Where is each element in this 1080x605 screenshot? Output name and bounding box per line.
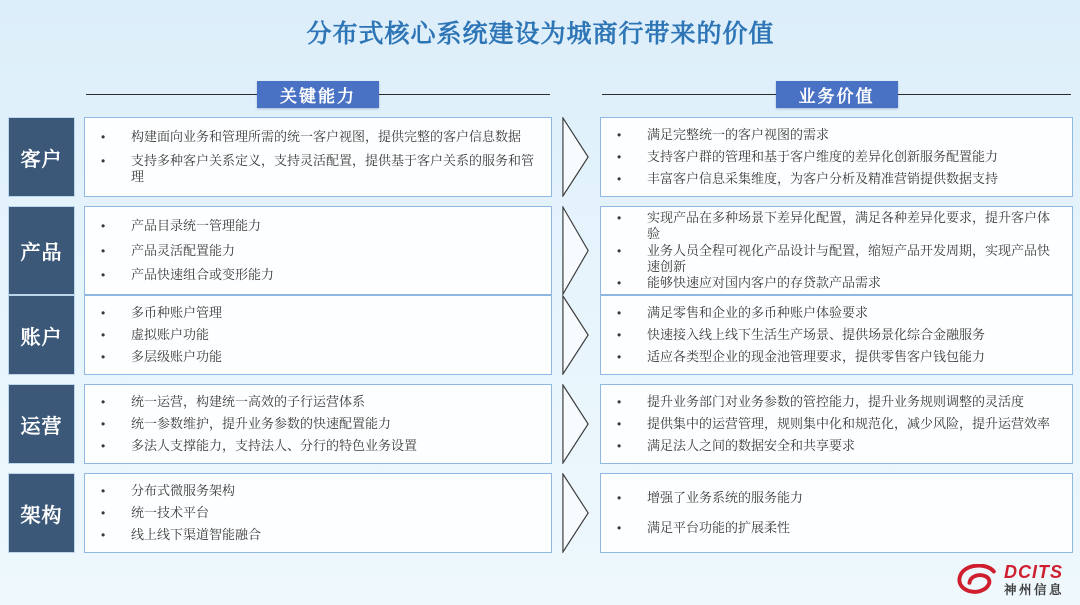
- capability-text: 多法人支撑能力，支持法人、分行的特色业务设置: [131, 437, 418, 453]
- bullet-icon: •: [617, 276, 622, 290]
- value-item: [617, 327, 1062, 343]
- bullet-icon: •: [101, 219, 106, 234]
- value-list: [601, 207, 1072, 294]
- bullet-icon: •: [617, 349, 622, 364]
- value-item: [617, 416, 1062, 432]
- rows-container: [8, 117, 1073, 553]
- value-box: [600, 384, 1073, 464]
- value-item: [617, 149, 1062, 165]
- value-row: [8, 295, 1073, 375]
- capability-item: [101, 267, 541, 283]
- capability-box: [84, 117, 552, 197]
- dcits-swirl-icon: [955, 564, 997, 594]
- value-box: [600, 206, 1073, 295]
- capability-item: [101, 153, 541, 186]
- value-row: [8, 473, 1073, 553]
- value-item: [617, 394, 1062, 410]
- value-box: [600, 295, 1073, 375]
- capability-item: [101, 438, 541, 454]
- value-item: [617, 243, 1062, 276]
- value-text: 满足完整统一的客户视图的需求: [647, 126, 830, 142]
- capability-text: 多币种账户管理: [131, 304, 223, 320]
- capability-text: 统一运营，构建统一高效的子行运营体系: [131, 393, 366, 409]
- right-column-header: [600, 81, 1073, 108]
- left-column-header: [84, 81, 552, 108]
- value-item: [617, 490, 1062, 506]
- capability-item: [101, 305, 541, 321]
- value-text: 满足零售和企业的多币种账户体验要求: [647, 304, 869, 320]
- value-list: [601, 385, 1072, 463]
- value-box: [600, 473, 1073, 553]
- category-label: 产品: [8, 206, 75, 295]
- value-item: [617, 520, 1062, 536]
- value-row: [8, 117, 1073, 197]
- capability-item: [101, 218, 541, 234]
- right-arrow-icon: [561, 117, 591, 197]
- value-row: [8, 384, 1073, 464]
- bullet-icon: •: [617, 394, 622, 409]
- dcits-logo: [955, 563, 1064, 597]
- value-text: 增强了业务系统的服务能力: [647, 490, 804, 506]
- capability-item: [101, 243, 541, 259]
- value-list: [601, 474, 1072, 552]
- capability-item: [101, 349, 541, 365]
- value-list: [601, 118, 1072, 196]
- value-text: 能够快速应对国内客户的存贷款产品需求: [647, 275, 882, 290]
- bullet-icon: •: [617, 211, 622, 225]
- bullet-icon: •: [101, 438, 106, 453]
- bullet-icon: •: [101, 483, 106, 498]
- bullet-icon: •: [617, 416, 622, 431]
- right-arrow-icon: [561, 473, 591, 553]
- logo-company-text: 神州信息: [1003, 582, 1064, 597]
- value-item: [617, 171, 1062, 187]
- value-text: 满足法人之间的数据安全和共享要求: [647, 437, 856, 453]
- category-label: 客户: [8, 117, 75, 197]
- value-item: [617, 275, 1062, 291]
- bullet-icon: •: [101, 153, 106, 168]
- value-item: [617, 127, 1062, 143]
- capability-text: 统一技术平台: [131, 504, 210, 520]
- category-label: 架构: [8, 473, 75, 553]
- capability-item: [101, 505, 541, 521]
- capability-text: 产品目录统一管理能力: [131, 218, 262, 234]
- logo-text: [1004, 563, 1064, 597]
- capability-item: [101, 483, 541, 499]
- right-arrow-icon: [561, 206, 591, 295]
- bullet-icon: •: [101, 243, 106, 258]
- value-text: 业务人员全程可视化产品设计与配置，缩短产品开发周期，实现产品快速创新: [647, 242, 1051, 274]
- header-spacer: [8, 81, 75, 108]
- category-label: 运营: [8, 384, 75, 464]
- capability-box: [84, 473, 552, 553]
- bullet-icon: •: [617, 171, 622, 186]
- value-text: 提供集中的运营管理，规则集中化和规范化，减少风险，提升运营效率: [647, 415, 1051, 431]
- bullet-icon: •: [101, 416, 106, 431]
- capability-item: [101, 527, 541, 543]
- right-header-badge: 业务价值: [776, 81, 898, 108]
- capability-text: 线上线下渠道智能融合: [131, 526, 262, 542]
- capability-text: 构建面向业务和管理所需的统一客户视图，提供完整的客户信息数据: [131, 128, 522, 144]
- capability-list: [85, 296, 551, 374]
- capability-text: 虚拟账户功能: [131, 326, 210, 342]
- value-text: 提升业务部门对业务参数的管控能力，提升业务规则调整的灵活度: [647, 393, 1025, 409]
- bullet-icon: •: [101, 349, 106, 364]
- bullet-icon: •: [617, 491, 622, 506]
- bullet-icon: •: [101, 505, 106, 520]
- capability-box: [84, 295, 552, 375]
- capability-list: [85, 474, 551, 552]
- left-header-badge: 关键能力: [257, 81, 379, 108]
- capability-text: 统一参数维护，提升业务参数的快速配置能力: [131, 415, 392, 431]
- capability-item: [101, 129, 541, 145]
- capability-item: [101, 416, 541, 432]
- bullet-icon: •: [101, 327, 106, 342]
- capability-list: [85, 385, 551, 463]
- capability-item: [101, 327, 541, 343]
- capability-text: 分布式微服务架构: [131, 482, 236, 498]
- value-text: 快速接入线上线下生活生产场景、提供场景化综合金融服务: [647, 326, 986, 342]
- value-list: [601, 296, 1072, 374]
- value-text: 满足平台功能的扩展柔性: [647, 519, 791, 535]
- capability-text: 多层级账户功能: [131, 348, 223, 364]
- value-item: [617, 349, 1062, 365]
- capability-list: [85, 118, 551, 196]
- value-box: [600, 117, 1073, 197]
- bullet-icon: •: [617, 438, 622, 453]
- right-arrow-icon: [561, 295, 591, 375]
- capability-box: [84, 206, 552, 295]
- value-item: [617, 210, 1062, 243]
- value-text: 实现产品在多种场景下差异化配置，满足各种差异化要求，提升客户体验: [647, 210, 1051, 242]
- bullet-icon: •: [617, 127, 622, 142]
- capability-item: [101, 394, 541, 410]
- capability-text: 产品灵活配置能力: [131, 242, 236, 258]
- right-arrow-icon: [561, 384, 591, 464]
- value-text: 丰富客户信息采集维度，为客户分析及精准营销提供数据支持: [647, 170, 999, 186]
- bullet-icon: •: [617, 305, 622, 320]
- category-label: 账户: [8, 295, 75, 375]
- bullet-icon: •: [617, 243, 622, 258]
- bullet-icon: •: [101, 394, 106, 409]
- page-title: 分布式核心系统建设为城商行带来的价值: [306, 20, 775, 48]
- value-text: 支持客户群的管理和基于客户维度的差异化创新服务配置能力: [647, 148, 999, 164]
- capability-text: 支持多种客户关系定义，支持灵活配置，提供基于客户关系的服务和管理: [131, 152, 535, 184]
- value-row: [8, 206, 1073, 290]
- bullet-icon: •: [617, 327, 622, 342]
- value-item: [617, 305, 1062, 321]
- value-text: 适应各类型企业的现金池管理要求，提供零售客户钱包能力: [647, 348, 986, 364]
- bullet-icon: •: [101, 527, 106, 542]
- column-headers: [8, 81, 1073, 108]
- logo-brand-text: DCITS: [1003, 561, 1063, 582]
- bullet-icon: •: [101, 267, 106, 282]
- bullet-icon: •: [101, 129, 106, 144]
- capability-list: [85, 207, 551, 294]
- bullet-icon: •: [101, 305, 106, 320]
- bullet-icon: •: [617, 149, 622, 164]
- capability-text: 产品快速组合或变形能力: [131, 266, 275, 282]
- capability-box: [84, 384, 552, 464]
- value-item: [617, 438, 1062, 454]
- header-arrow-spacer: [561, 81, 591, 108]
- bullet-icon: •: [617, 520, 622, 535]
